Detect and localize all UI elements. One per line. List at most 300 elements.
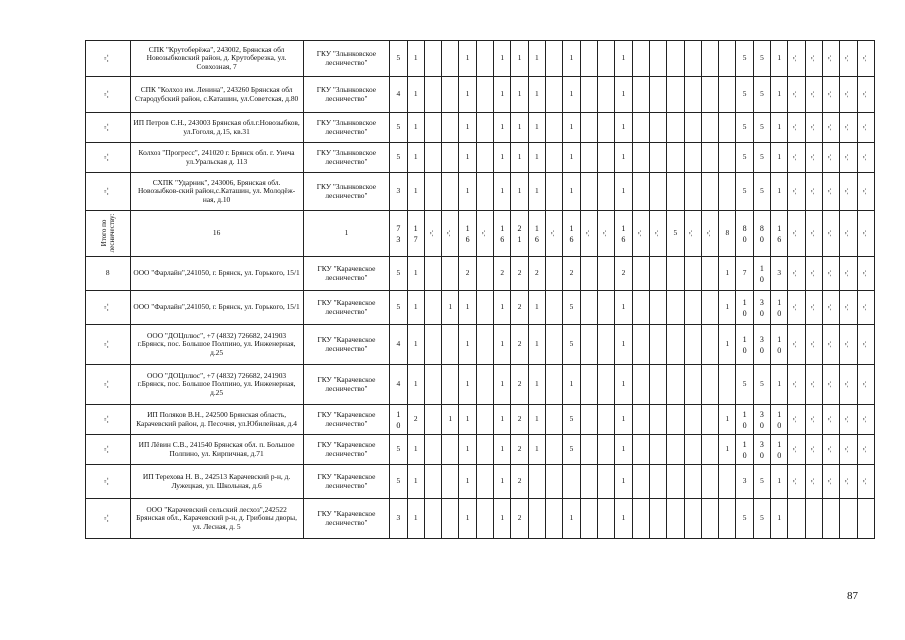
value-cell: [667, 405, 684, 435]
value-cell: [649, 291, 666, 325]
value-cell: 1: [563, 365, 580, 405]
value-cell: 1: [615, 325, 632, 365]
value-cell: -"-: [857, 257, 874, 291]
forestry-cell: ГКУ "Карачевское лесничество": [303, 325, 390, 365]
row-number-cell: -"-: [86, 405, 131, 435]
value-cell: 5: [390, 291, 407, 325]
value-cell: 1: [528, 365, 545, 405]
value-cell: 1 0: [736, 435, 753, 465]
value-cell: [546, 173, 563, 211]
value-cell: 1 6: [459, 211, 476, 257]
organization-cell: ООО "Фарлайн",241050, г. Брянск, ул. Горького, 15/1: [130, 291, 303, 325]
value-cell: [546, 465, 563, 499]
organization-cell: ИП Терехова Н. В., 242513 Карачевский р-н, д. Лужецкая, ул. Школьная, д.6: [130, 465, 303, 499]
value-cell: [632, 405, 649, 435]
value-cell: -"-: [857, 365, 874, 405]
value-cell: [442, 465, 459, 499]
value-cell: [667, 465, 684, 499]
value-cell: 3: [390, 173, 407, 211]
forestry-cell: ГКУ "Карачевское лесничество": [303, 435, 390, 465]
value-cell: 1 6: [528, 211, 545, 257]
value-cell: 1: [459, 291, 476, 325]
value-cell: [701, 173, 718, 211]
value-cell: [476, 77, 493, 113]
value-cell: [546, 291, 563, 325]
value-cell: 2: [459, 257, 476, 291]
value-cell: 5: [736, 41, 753, 77]
organization-cell: ИП Поляков В.Н., 242500 Брянская область, Карачевский район, д. Песочня, ул.Юбилейная, д.4: [130, 405, 303, 435]
value-cell: [684, 113, 701, 143]
value-cell: 1: [459, 325, 476, 365]
value-cell: [546, 41, 563, 77]
value-cell: [442, 113, 459, 143]
row-number-cell: -"-: [86, 113, 131, 143]
value-cell: 5: [390, 143, 407, 173]
value-cell: [719, 41, 736, 77]
value-cell: 5: [390, 435, 407, 465]
value-cell: -"-: [805, 173, 822, 211]
value-cell: 1 0: [753, 257, 770, 291]
value-cell: 5: [390, 465, 407, 499]
value-cell: [597, 173, 614, 211]
value-cell: 5: [390, 257, 407, 291]
value-cell: 2: [615, 257, 632, 291]
value-cell: [546, 405, 563, 435]
value-cell: [632, 499, 649, 539]
value-cell: [701, 143, 718, 173]
value-cell: 1: [719, 325, 736, 365]
value-cell: 1: [771, 41, 788, 77]
value-cell: 1: [494, 405, 511, 435]
value-cell: 1 0: [736, 291, 753, 325]
value-cell: 2: [407, 405, 424, 435]
forestry-cell: ГКУ "Карачевское лесничество": [303, 499, 390, 539]
value-cell: -"-: [840, 173, 857, 211]
value-cell: [701, 465, 718, 499]
value-cell: [442, 41, 459, 77]
value-cell: -"-: [823, 257, 840, 291]
organization-cell: СПК "Колхоз им. Ленина", 243260 Брянская обл Стародубский район, с.Каташин, ул.Советская, д.80: [130, 77, 303, 113]
value-cell: -"-: [546, 211, 563, 257]
value-cell: [719, 173, 736, 211]
value-cell: [528, 499, 545, 539]
value-cell: [840, 499, 857, 539]
table-row: [86, 113, 875, 143]
organization-cell: ООО "Карачевский сельский лесхоз",242522 Брянская обл., Карачевский р-н, д. Грибовы дворы, ул. Лесная, д. 5: [130, 499, 303, 539]
value-cell: 1: [459, 143, 476, 173]
value-cell: 1: [511, 173, 528, 211]
value-cell: 2: [563, 257, 580, 291]
value-cell: -"-: [840, 435, 857, 465]
value-cell: 1: [407, 77, 424, 113]
value-cell: -"-: [840, 77, 857, 113]
value-cell: -"-: [857, 143, 874, 173]
value-cell: [649, 405, 666, 435]
value-cell: [719, 499, 736, 539]
value-cell: 1: [407, 41, 424, 77]
value-cell: 1: [494, 365, 511, 405]
value-cell: 1: [494, 41, 511, 77]
value-cell: [546, 143, 563, 173]
value-cell: -"-: [701, 211, 718, 257]
value-cell: 3 0: [753, 435, 770, 465]
value-cell: -"-: [823, 143, 840, 173]
value-cell: 2: [511, 405, 528, 435]
table-row: [86, 499, 875, 539]
value-cell: -"-: [597, 211, 614, 257]
value-cell: 1 6: [494, 211, 511, 257]
value-cell: [424, 405, 441, 435]
value-cell: 1: [459, 77, 476, 113]
value-cell: [649, 41, 666, 77]
value-cell: 1: [528, 143, 545, 173]
value-cell: [580, 405, 597, 435]
value-cell: [823, 499, 840, 539]
value-cell: [424, 41, 441, 77]
value-cell: [546, 365, 563, 405]
value-cell: [442, 77, 459, 113]
value-cell: 4: [390, 365, 407, 405]
value-cell: 1: [615, 435, 632, 465]
value-cell: 1: [459, 173, 476, 211]
value-cell: -"-: [805, 325, 822, 365]
table-row: [86, 257, 875, 291]
value-cell: -"-: [649, 211, 666, 257]
value-cell: 1: [563, 77, 580, 113]
value-cell: -"-: [788, 77, 805, 113]
value-cell: -"-: [823, 41, 840, 77]
value-cell: 1: [771, 365, 788, 405]
value-cell: [719, 77, 736, 113]
value-cell: [597, 113, 614, 143]
value-cell: -"-: [857, 291, 874, 325]
value-cell: [667, 173, 684, 211]
value-cell: [684, 257, 701, 291]
value-cell: 2: [494, 257, 511, 291]
value-cell: -"-: [788, 325, 805, 365]
value-cell: [580, 77, 597, 113]
value-cell: 4: [390, 325, 407, 365]
table-row: [86, 291, 875, 325]
value-cell: [580, 257, 597, 291]
value-cell: -"-: [840, 211, 857, 257]
value-cell: 2: [528, 257, 545, 291]
value-cell: [546, 325, 563, 365]
organization-cell: ООО "ДОЦплюс", +7 (4832) 726682, 241903 г.Брянск, пос. Большое Полпино, ул. Инженерная, д.25: [130, 365, 303, 405]
value-cell: -"-: [857, 113, 874, 143]
value-cell: [684, 465, 701, 499]
value-cell: 5: [736, 113, 753, 143]
value-cell: 1: [511, 77, 528, 113]
value-cell: [442, 365, 459, 405]
value-cell: 2: [511, 499, 528, 539]
table-row: [86, 405, 875, 435]
value-cell: -"-: [788, 113, 805, 143]
organization-cell: 16: [130, 211, 303, 257]
value-cell: -"-: [788, 405, 805, 435]
value-cell: [632, 41, 649, 77]
value-cell: 2: [511, 257, 528, 291]
value-cell: -"-: [788, 257, 805, 291]
value-cell: 1: [459, 499, 476, 539]
value-cell: -"-: [840, 113, 857, 143]
value-cell: [597, 365, 614, 405]
value-cell: [632, 465, 649, 499]
value-cell: [684, 143, 701, 173]
value-cell: 3: [771, 257, 788, 291]
value-cell: 1 0: [771, 291, 788, 325]
value-cell: 1: [615, 77, 632, 113]
value-cell: -"-: [840, 405, 857, 435]
value-cell: 1: [511, 143, 528, 173]
value-cell: 5: [753, 143, 770, 173]
forestry-cell: ГКУ "Карачевское лесничество": [303, 365, 390, 405]
value-cell: -"-: [580, 211, 597, 257]
value-cell: 1: [563, 113, 580, 143]
value-cell: 1: [459, 465, 476, 499]
value-cell: -"-: [823, 365, 840, 405]
value-cell: -"-: [684, 211, 701, 257]
value-cell: 1 0: [771, 435, 788, 465]
value-cell: [701, 41, 718, 77]
value-cell: 1: [615, 41, 632, 77]
value-cell: 1: [771, 77, 788, 113]
value-cell: -"-: [805, 113, 822, 143]
value-cell: 1: [407, 325, 424, 365]
value-cell: [580, 173, 597, 211]
value-cell: 3: [390, 499, 407, 539]
value-cell: -"-: [857, 465, 874, 499]
row-number-cell: -"-: [86, 77, 131, 113]
value-cell: [632, 113, 649, 143]
table-row: [86, 365, 875, 405]
value-cell: -"-: [823, 325, 840, 365]
value-cell: -"-: [857, 211, 874, 257]
value-cell: [667, 499, 684, 539]
value-cell: [476, 435, 493, 465]
value-cell: [442, 499, 459, 539]
value-cell: [649, 173, 666, 211]
value-cell: -"-: [805, 435, 822, 465]
value-cell: -"-: [805, 365, 822, 405]
value-cell: [476, 365, 493, 405]
value-cell: -"-: [442, 211, 459, 257]
value-cell: [719, 143, 736, 173]
value-cell: [476, 291, 493, 325]
value-cell: 1: [494, 435, 511, 465]
value-cell: 1: [494, 77, 511, 113]
value-cell: 1: [771, 465, 788, 499]
value-cell: [580, 113, 597, 143]
value-cell: [684, 365, 701, 405]
value-cell: -"-: [788, 41, 805, 77]
value-cell: 5: [753, 113, 770, 143]
value-cell: [442, 435, 459, 465]
value-cell: 1: [771, 113, 788, 143]
forestry-cell: ГКУ "Карачевское лесничество": [303, 257, 390, 291]
value-cell: [632, 435, 649, 465]
value-cell: [424, 325, 441, 365]
value-cell: 5: [736, 77, 753, 113]
value-cell: [597, 143, 614, 173]
forestry-cell: ГКУ "Карачевское лесничество": [303, 291, 390, 325]
value-cell: 2: [511, 365, 528, 405]
value-cell: 5: [753, 499, 770, 539]
value-cell: 5: [753, 465, 770, 499]
value-cell: [649, 365, 666, 405]
forestry-cell: ГКУ "Злынковское лесничество": [303, 41, 390, 77]
value-cell: 5: [753, 77, 770, 113]
row-number-cell: -"-: [86, 143, 131, 173]
table-row: [86, 465, 875, 499]
value-cell: 5: [563, 291, 580, 325]
value-cell: [857, 499, 874, 539]
value-cell: [667, 325, 684, 365]
value-cell: [597, 257, 614, 291]
value-cell: 1: [407, 173, 424, 211]
value-cell: [476, 173, 493, 211]
value-cell: -"-: [857, 77, 874, 113]
organization-cell: Колхоз "Прогресс", 241020 г. Брянск обл. г. Унеча ул.Уральская д. 113: [130, 143, 303, 173]
value-cell: 1: [719, 257, 736, 291]
value-cell: 1: [442, 405, 459, 435]
value-cell: 5: [736, 365, 753, 405]
value-cell: [649, 257, 666, 291]
value-cell: [667, 113, 684, 143]
value-cell: 1: [771, 499, 788, 539]
value-cell: 1: [615, 365, 632, 405]
forestry-cell: ГКУ "Злынковское лесничество": [303, 77, 390, 113]
value-cell: 1 0: [771, 405, 788, 435]
value-cell: 1: [528, 77, 545, 113]
value-cell: [442, 325, 459, 365]
value-cell: [667, 257, 684, 291]
table-row: [86, 435, 875, 465]
value-cell: [649, 435, 666, 465]
value-cell: 3 0: [753, 291, 770, 325]
value-cell: -"-: [857, 405, 874, 435]
value-cell: [424, 257, 441, 291]
value-cell: 1: [459, 435, 476, 465]
value-cell: [597, 435, 614, 465]
value-cell: 1: [771, 173, 788, 211]
value-cell: [597, 41, 614, 77]
value-cell: 5: [736, 499, 753, 539]
value-cell: 1: [494, 499, 511, 539]
value-cell: 1: [615, 465, 632, 499]
value-cell: [667, 143, 684, 173]
value-cell: [546, 499, 563, 539]
value-cell: [476, 113, 493, 143]
value-cell: -"-: [857, 435, 874, 465]
value-cell: 5: [736, 143, 753, 173]
value-cell: 3 0: [753, 405, 770, 435]
value-cell: -"-: [788, 291, 805, 325]
value-cell: [649, 325, 666, 365]
value-cell: 5: [753, 173, 770, 211]
value-cell: [424, 435, 441, 465]
value-cell: 1: [563, 499, 580, 539]
row-number-cell: -"-: [86, 291, 131, 325]
value-cell: [684, 499, 701, 539]
organization-cell: ООО "Фарлайн",241050, г. Брянск, ул. Горького, 15/1: [130, 257, 303, 291]
value-cell: 2: [511, 291, 528, 325]
value-cell: -"-: [823, 435, 840, 465]
value-cell: 5: [667, 211, 684, 257]
value-cell: [442, 257, 459, 291]
value-cell: [442, 173, 459, 211]
value-cell: 1: [719, 291, 736, 325]
value-cell: 1 6: [615, 211, 632, 257]
value-cell: -"-: [823, 113, 840, 143]
value-cell: [580, 435, 597, 465]
value-cell: 1: [407, 499, 424, 539]
value-cell: -"-: [823, 465, 840, 499]
value-cell: 1 6: [771, 211, 788, 257]
value-cell: 1: [615, 143, 632, 173]
value-cell: 5: [563, 435, 580, 465]
value-cell: 1: [407, 365, 424, 405]
value-cell: 1: [459, 41, 476, 77]
value-cell: [580, 143, 597, 173]
value-cell: 1: [511, 41, 528, 77]
value-cell: [546, 435, 563, 465]
value-cell: [701, 499, 718, 539]
value-cell: -"-: [788, 173, 805, 211]
value-cell: 1: [459, 113, 476, 143]
value-cell: 2: [511, 465, 528, 499]
value-cell: [667, 77, 684, 113]
value-cell: 5: [753, 365, 770, 405]
forestry-cell: ГКУ "Злынковское лесничество": [303, 143, 390, 173]
value-cell: 8: [719, 211, 736, 257]
value-cell: [684, 435, 701, 465]
value-cell: -"-: [805, 291, 822, 325]
value-cell: 8 0: [753, 211, 770, 257]
value-cell: 1: [528, 435, 545, 465]
value-cell: [424, 465, 441, 499]
value-cell: 1: [407, 435, 424, 465]
value-cell: [580, 41, 597, 77]
row-number-cell: -"-: [86, 435, 131, 465]
value-cell: [805, 499, 822, 539]
forestry-cell: ГКУ "Злынковское лесничество": [303, 173, 390, 211]
value-cell: 5: [390, 113, 407, 143]
value-cell: -"-: [788, 435, 805, 465]
value-cell: [476, 325, 493, 365]
value-cell: 3 0: [753, 325, 770, 365]
value-cell: [701, 113, 718, 143]
value-cell: -"-: [788, 465, 805, 499]
value-cell: [476, 143, 493, 173]
value-cell: -"-: [805, 405, 822, 435]
value-cell: -"-: [823, 405, 840, 435]
value-cell: [442, 143, 459, 173]
value-cell: 2 1: [511, 211, 528, 257]
value-cell: -"-: [476, 211, 493, 257]
value-cell: -"-: [840, 325, 857, 365]
value-cell: -"-: [823, 77, 840, 113]
value-cell: [701, 257, 718, 291]
value-cell: 1: [528, 325, 545, 365]
value-cell: [701, 405, 718, 435]
value-cell: [424, 77, 441, 113]
value-cell: 7: [736, 257, 753, 291]
total-row: [86, 211, 875, 257]
value-cell: [476, 41, 493, 77]
value-cell: [684, 173, 701, 211]
value-cell: [667, 291, 684, 325]
